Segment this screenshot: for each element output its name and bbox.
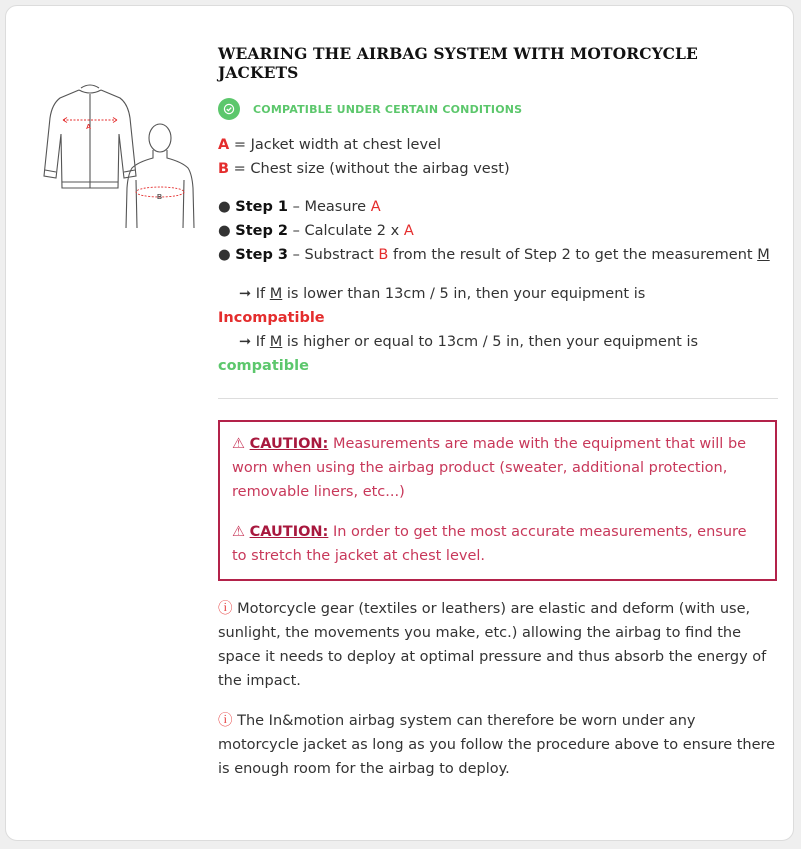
caution-text: In order to get the most accurate measurements, ensure to stretch the jacket at chest level. — [232, 524, 747, 564]
legend-b-text: = Chest size (without the airbag vest) — [229, 161, 510, 177]
legend-a-text: = Jacket width at chest level — [229, 137, 441, 153]
arrow-right-icon: ➞ — [239, 334, 252, 350]
rule-item — [218, 330, 776, 354]
step-ref: A — [403, 223, 414, 239]
info-note — [218, 597, 776, 693]
jacket-icon — [44, 85, 136, 188]
caution-label: CAUTION: — [249, 524, 329, 540]
legend-a — [218, 133, 776, 157]
label-b: B — [157, 194, 163, 201]
result-incompatible: Incompatible — [218, 310, 325, 326]
rule-item — [218, 282, 776, 306]
measure-m: M — [269, 286, 283, 302]
step-ref: A — [370, 199, 381, 215]
info-text: The In&motion airbag system can therefore be worn under any motorcycle jacket as long as you follow the procedure above to ensure there is enough room for the airbag to deploy. — [218, 713, 776, 777]
rule-text: is lower than 13cm / 5 in, then your equipment is — [282, 286, 646, 302]
bullet: ● — [218, 199, 231, 215]
steps-list — [218, 195, 776, 267]
info-icon: ⓘ — [218, 713, 233, 729]
legend — [218, 133, 776, 181]
step-label: Step 3 — [235, 247, 288, 263]
arrow-right-icon: ➞ — [239, 286, 252, 302]
divider — [218, 398, 778, 399]
jacket-measurement-illustration — [34, 76, 206, 236]
rule-text: If — [251, 334, 270, 350]
caution-item — [232, 520, 763, 568]
legend-b-key: B — [218, 161, 230, 177]
bullet: ● — [218, 247, 231, 263]
info-icon: ⓘ — [218, 601, 233, 617]
chest-size-marker — [136, 187, 184, 201]
page-title: WEARING THE AIRBAG SYSTEM WITH MOTORCYCLE JACKETS — [218, 44, 698, 82]
step-text: – Calculate 2 x — [288, 223, 404, 239]
measure-m: M — [269, 334, 283, 350]
result-compatible: compatible — [218, 358, 309, 374]
step-text: – Substract — [288, 247, 379, 263]
step-ref: B — [378, 247, 389, 263]
step-label: Step 1 — [235, 199, 288, 215]
warning-icon: ⚠ — [232, 524, 245, 540]
info-note — [218, 709, 776, 781]
step-item — [218, 195, 776, 219]
label-a: A — [86, 124, 92, 131]
step-text: – Measure — [288, 199, 371, 215]
compatibility-badge — [218, 98, 776, 120]
caution-text: Measurements are made with the equipment that will be worn when using the airbag product (sweater, additional protection, removable liners, etc...) — [232, 436, 747, 500]
legend-a-key: A — [218, 137, 230, 153]
info-text: Motorcycle gear (textiles or leathers) are elastic and deform (with use, sunlight, the movements you make, etc.) allowing the airbag to find the space it needs to deploy at optimal pressure and thus absorb the energy of the impact. — [218, 601, 767, 689]
result-rules — [218, 282, 776, 378]
measure-m: M — [757, 247, 770, 263]
instructions — [218, 44, 776, 781]
step-label: Step 2 — [235, 223, 288, 239]
rule-text: is higher or equal to 13cm / 5 in, then your equipment is — [282, 334, 699, 350]
warning-icon: ⚠ — [232, 436, 245, 452]
step-item — [218, 219, 776, 243]
rule-text: If — [251, 286, 270, 302]
step-text-tail: from the result of Step 2 to get the measurement — [388, 247, 758, 263]
check-circle-icon — [218, 98, 240, 120]
compatibility-label: COMPATIBLE UNDER CERTAIN CONDITIONS — [253, 102, 523, 116]
caution-box — [218, 420, 777, 581]
legend-b — [218, 157, 776, 181]
caution-item — [232, 432, 763, 504]
step-item — [218, 243, 776, 267]
bullet: ● — [218, 223, 231, 239]
caution-label: CAUTION: — [249, 436, 329, 452]
content-card — [5, 5, 794, 841]
